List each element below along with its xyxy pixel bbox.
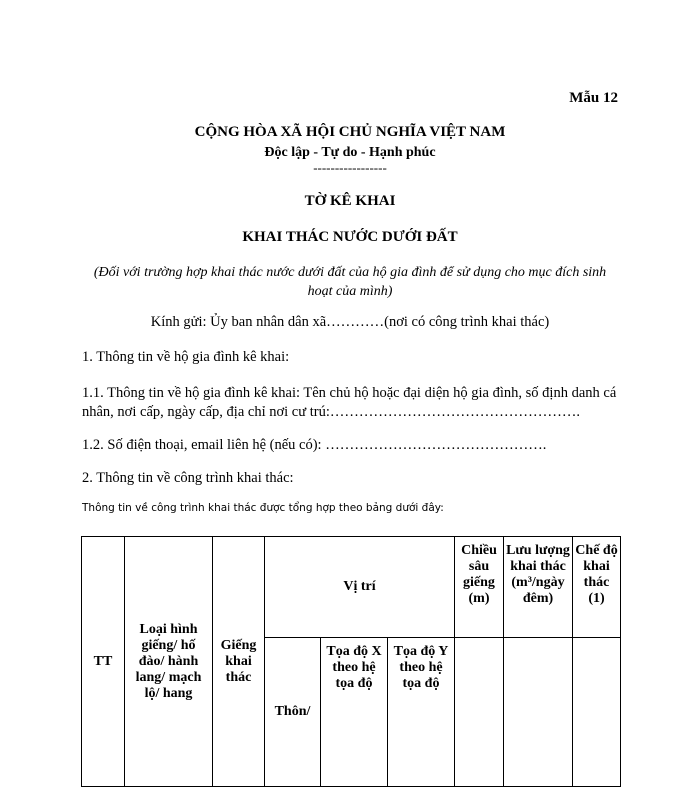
header-divider: ----------------- [313, 160, 387, 175]
col-location-header: Vị trí [265, 537, 455, 638]
national-motto: Độc lập - Tự do - Hạnh phúc [264, 145, 436, 160]
col-depth-header: Chiều sâu giếng (m) [455, 537, 504, 638]
document-title: TỜ KÊ KHAI [304, 193, 396, 209]
mode-cell [573, 638, 621, 787]
table-note: Thông tin về công trình khai thác được tổng hợp theo bảng dưới đây: [82, 502, 444, 514]
section-2-heading: 2. Thông tin về công trình khai thác: [82, 470, 294, 486]
section-1-1: 1.1. Thông tin về hộ gia đình kê khai: Tên chủ hộ hoặc đại diện hộ gia đình, số định danh cá nhân, nơi cấp, ngày cấp, địa chỉ nơi cư trú:……………………………………………. [82, 385, 617, 420]
flow-cell [504, 638, 573, 787]
document-subtitle: KHAI THÁC NƯỚC DƯỚI ĐẤT [242, 229, 458, 245]
col-x-header: Tọa độ X theo hệ tọa độ [321, 638, 388, 787]
national-title: CỘNG HÒA XÃ HỘI CHỦ NGHĨA VIỆT NAM [194, 124, 506, 140]
col-well-header: Giếng khai thác [213, 537, 265, 787]
col-tt-header: TT [82, 537, 125, 787]
recipient-line: Kính gửi: Ủy ban nhân dân xã…………(nơi có công trình khai thác) [150, 314, 550, 330]
section-1-2: 1.2. Số điện thoại, email liên hệ (nếu có): ………………………………………. [82, 437, 547, 453]
col-hamlet-header: Thôn/ [265, 638, 321, 787]
section-1-heading: 1. Thông tin về hộ gia đình kê khai: [82, 349, 290, 365]
col-type-header: Loại hình giếng/ hố đào/ hành lang/ mạch lộ/ hang [125, 537, 213, 787]
col-mode-header: Chế độ khai thác (1) [573, 537, 621, 638]
wells-table [81, 536, 621, 787]
depth-cell [455, 638, 504, 787]
document-scope: (Đối với trường hợp khai thác nước dưới đất của hộ gia đình để sử dụng cho mục đích sinh hoạt của mình) [93, 265, 607, 299]
form-number: Mẫu 12 [569, 90, 618, 106]
col-flow-header: Lưu lượng khai thác (m³/ngày đêm) [504, 537, 573, 638]
col-y-header: Tọa độ Y theo hệ tọa độ [388, 638, 455, 787]
